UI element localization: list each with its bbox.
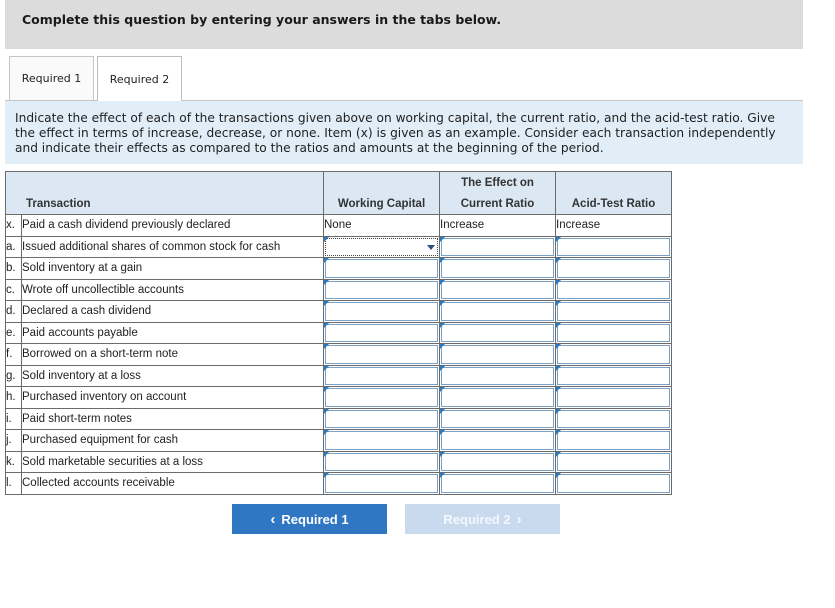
input-marker-icon (324, 344, 329, 349)
select-working-capital[interactable] (324, 344, 440, 366)
select-box[interactable] (557, 474, 670, 493)
select-current-ratio[interactable] (440, 451, 556, 473)
input-marker-icon (556, 430, 561, 435)
input-marker-icon (440, 366, 445, 371)
row-transaction: Purchased equipment for cash (22, 430, 324, 452)
input-marker-icon (440, 430, 445, 435)
input-marker-icon (324, 409, 329, 414)
input-marker-icon (556, 473, 561, 478)
row-letter: e. (6, 322, 22, 344)
select-acid-test-ratio[interactable] (556, 322, 672, 344)
table-row (6, 279, 672, 301)
select-box[interactable] (325, 324, 438, 343)
row-transaction: Paid short-term notes (22, 408, 324, 430)
input-marker-icon (556, 344, 561, 349)
select-box[interactable] (441, 431, 554, 450)
prev-required-1-button[interactable] (232, 504, 387, 534)
table-header-row (6, 193, 672, 215)
select-box[interactable] (325, 367, 438, 386)
example-row (6, 215, 672, 237)
table-group-header-row (6, 172, 672, 194)
table-row (6, 451, 672, 473)
select-box[interactable] (441, 345, 554, 364)
input-marker-icon (440, 473, 445, 478)
row-transaction: Sold marketable securities at a loss (22, 451, 324, 473)
row-letter: g. (6, 365, 22, 387)
input-marker-icon (440, 258, 445, 263)
select-box[interactable] (557, 281, 670, 300)
input-marker-icon (440, 280, 445, 285)
select-current-ratio[interactable] (440, 344, 556, 366)
row-transaction: Paid accounts payable (22, 322, 324, 344)
example-current-ratio: Increase (440, 215, 556, 237)
select-box[interactable] (441, 302, 554, 321)
example-acid-test-ratio: Increase (556, 215, 672, 237)
next-button-label: Required 2 (443, 511, 511, 527)
input-marker-icon (556, 258, 561, 263)
input-marker-icon (324, 473, 329, 478)
select-current-ratio[interactable] (440, 473, 556, 495)
input-marker-icon (556, 387, 561, 392)
input-marker-icon (324, 366, 329, 371)
select-box[interactable] (557, 453, 670, 472)
input-marker-icon (440, 301, 445, 306)
select-box[interactable] (441, 238, 554, 257)
input-marker-icon (440, 409, 445, 414)
select-box[interactable] (325, 281, 438, 300)
header-blank-3 (556, 172, 672, 194)
input-marker-icon (324, 430, 329, 435)
select-acid-test-ratio[interactable] (556, 451, 672, 473)
effect-table (5, 171, 672, 495)
row-transaction: Collected accounts receivable (22, 473, 324, 495)
input-marker-icon (324, 323, 329, 328)
table-row (6, 387, 672, 409)
input-marker-icon (440, 323, 445, 328)
select-box[interactable] (441, 324, 554, 343)
row-letter: x. (6, 215, 22, 237)
select-current-ratio[interactable] (440, 408, 556, 430)
chevron-left-icon: ‹ (270, 510, 276, 528)
select-acid-test-ratio[interactable] (556, 344, 672, 366)
input-marker-icon (556, 366, 561, 371)
row-transaction: Sold inventory at a gain (22, 258, 324, 280)
row-letter: k. (6, 451, 22, 473)
select-box[interactable] (441, 388, 554, 407)
select-working-capital[interactable] (324, 473, 440, 495)
select-box[interactable] (325, 453, 438, 472)
row-transaction: Declared a cash dividend (22, 301, 324, 323)
input-marker-icon (556, 301, 561, 306)
table-row (6, 301, 672, 323)
select-acid-test-ratio[interactable] (556, 408, 672, 430)
row-transaction: Purchased inventory on account (22, 387, 324, 409)
instructions-panel (5, 101, 803, 164)
select-acid-test-ratio[interactable] (556, 258, 672, 280)
row-letter: c. (6, 279, 22, 301)
table-row (6, 236, 672, 258)
row-letter: a. (6, 236, 22, 258)
table-row (6, 344, 672, 366)
row-letter: i. (6, 408, 22, 430)
select-working-capital[interactable] (324, 236, 440, 258)
table-row (6, 408, 672, 430)
input-marker-icon (440, 387, 445, 392)
select-acid-test-ratio[interactable] (556, 387, 672, 409)
next-required-2-button[interactable] (405, 504, 560, 534)
select-box[interactable] (557, 431, 670, 450)
select-working-capital[interactable] (324, 322, 440, 344)
tab-required-1[interactable]: Required 1 (9, 56, 94, 100)
table-row (6, 365, 672, 387)
select-working-capital[interactable] (324, 387, 440, 409)
select-current-ratio[interactable] (440, 279, 556, 301)
select-current-ratio[interactable] (440, 322, 556, 344)
select-current-ratio[interactable] (440, 365, 556, 387)
select-working-capital[interactable] (324, 279, 440, 301)
select-working-capital[interactable] (324, 258, 440, 280)
instruction-banner (5, 0, 803, 49)
select-box[interactable] (557, 238, 670, 257)
row-transaction: Sold inventory at a loss (22, 365, 324, 387)
row-transaction: Paid a cash dividend previously declared (22, 215, 324, 237)
select-box[interactable] (557, 388, 670, 407)
input-marker-icon (556, 323, 561, 328)
select-box[interactable] (557, 345, 670, 364)
select-acid-test-ratio[interactable] (556, 279, 672, 301)
row-transaction: Wrote off uncollectible accounts (22, 279, 324, 301)
select-acid-test-ratio[interactable] (556, 473, 672, 495)
input-marker-icon (324, 258, 329, 263)
select-box[interactable] (325, 410, 438, 429)
select-current-ratio[interactable] (440, 387, 556, 409)
select-box[interactable] (441, 453, 554, 472)
input-marker-icon (556, 237, 561, 242)
instructions-text: Indicate the effect of each of the transactions given above on working capital, the current ratio, and the acid-test ratio. Give the effect in terms of increase, decrease, or none. Item (x) is given as an example. Consider each transaction independently and indicate their effects as compared to the ratios and amounts at the beginning of the period. (15, 111, 776, 155)
header-transaction: Transaction (6, 193, 324, 215)
select-box[interactable] (557, 324, 670, 343)
select-acid-test-ratio[interactable] (556, 365, 672, 387)
input-marker-icon (324, 387, 329, 392)
select-box[interactable] (325, 238, 438, 257)
select-acid-test-ratio[interactable] (556, 430, 672, 452)
table-row (6, 473, 672, 495)
row-transaction: Issued additional shares of common stock for cash (22, 236, 324, 258)
header-blank-2 (324, 172, 440, 194)
select-box[interactable] (441, 367, 554, 386)
select-box[interactable] (441, 281, 554, 300)
input-marker-icon (324, 452, 329, 457)
prev-button-label: Required 1 (281, 511, 349, 527)
header-blank (6, 172, 324, 194)
input-marker-icon (440, 452, 445, 457)
input-marker-icon (556, 280, 561, 285)
select-box[interactable] (441, 474, 554, 493)
select-box[interactable] (557, 410, 670, 429)
table-row (6, 258, 672, 280)
select-box[interactable] (557, 367, 670, 386)
select-box[interactable] (441, 259, 554, 278)
select-box[interactable] (325, 302, 438, 321)
select-current-ratio[interactable] (440, 430, 556, 452)
dropdown-arrow-icon[interactable] (427, 245, 435, 250)
header-working-capital: Working Capital (324, 193, 440, 215)
select-working-capital[interactable] (324, 301, 440, 323)
header-acid-test-ratio: Acid-Test Ratio (556, 193, 672, 215)
select-current-ratio[interactable] (440, 258, 556, 280)
banner-text: Complete this question by entering your answers in the tabs below. (22, 12, 502, 27)
select-working-capital[interactable] (324, 430, 440, 452)
select-box[interactable] (325, 431, 438, 450)
input-marker-icon (324, 280, 329, 285)
table-row (6, 322, 672, 344)
header-current-ratio: Current Ratio (440, 193, 556, 215)
input-marker-icon (440, 237, 445, 242)
select-acid-test-ratio[interactable] (556, 301, 672, 323)
select-box[interactable] (557, 259, 670, 278)
row-letter: d. (6, 301, 22, 323)
select-working-capital[interactable] (324, 451, 440, 473)
select-working-capital[interactable] (324, 408, 440, 430)
select-box[interactable] (325, 345, 438, 364)
input-marker-icon (556, 452, 561, 457)
input-marker-icon (556, 409, 561, 414)
group-header: The Effect on (440, 172, 556, 194)
input-marker-icon (324, 301, 329, 306)
input-marker-icon (324, 237, 329, 242)
select-acid-test-ratio[interactable] (556, 236, 672, 258)
select-box[interactable] (325, 259, 438, 278)
example-working-capital: None (324, 215, 440, 237)
select-box[interactable] (325, 474, 438, 493)
row-transaction: Borrowed on a short-term note (22, 344, 324, 366)
input-marker-icon (440, 344, 445, 349)
select-box[interactable] (325, 388, 438, 407)
chevron-right-icon: › (516, 510, 522, 528)
row-letter: b. (6, 258, 22, 280)
table-row (6, 430, 672, 452)
select-box[interactable] (441, 410, 554, 429)
tab-required-2[interactable]: Required 2 (97, 56, 182, 101)
row-letter: f. (6, 344, 22, 366)
select-current-ratio[interactable] (440, 301, 556, 323)
select-current-ratio[interactable] (440, 236, 556, 258)
select-box[interactable] (557, 302, 670, 321)
row-letter: h. (6, 387, 22, 409)
row-letter: j. (6, 430, 22, 452)
row-letter: l. (6, 473, 22, 495)
select-working-capital[interactable] (324, 365, 440, 387)
